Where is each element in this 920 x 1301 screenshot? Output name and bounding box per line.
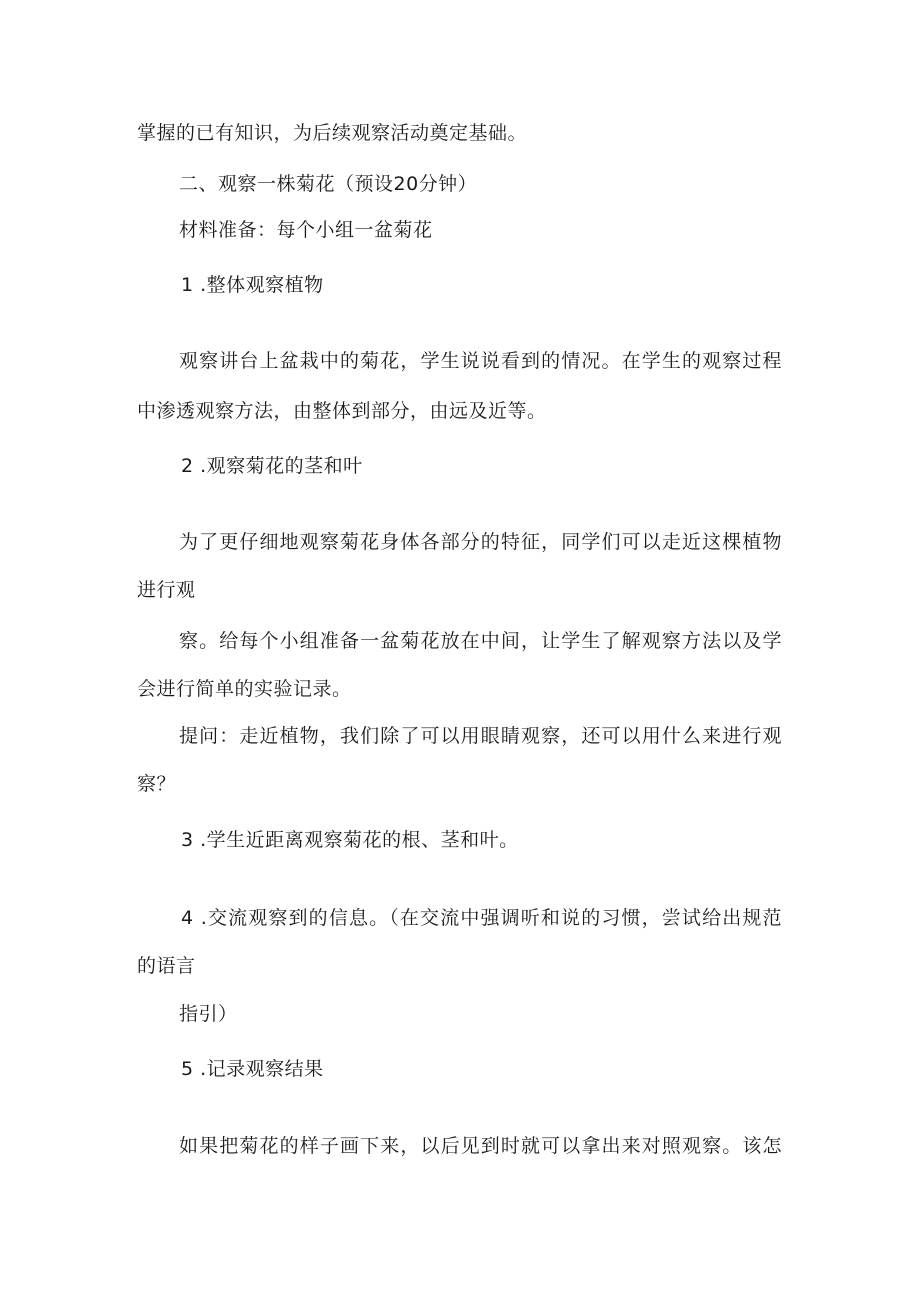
- step-heading-1: 1 .整体观察植物: [181, 274, 324, 296]
- paragraph-line: 会进行简单的实验记录。: [137, 678, 352, 700]
- question-line: 提问：走近植物，我们除了可以用眼睛观察，还可以用什么来进行观: [179, 725, 782, 747]
- paragraph-line: 观察讲台上盆栽中的菊花，学生说说看到的情况。在学生的观察过程: [179, 350, 782, 372]
- section-heading: 二、观察一株菊花（预设20分钟）: [179, 173, 478, 195]
- paragraph-line: 的语言: [137, 955, 196, 977]
- paragraph-line: 指引）: [179, 1003, 238, 1025]
- step-heading-4: 4 .交流观察到的信息。（在交流中强调听和说的习惯，尝试给出规范: [181, 907, 782, 929]
- step-heading-2: 2 .观察菊花的茎和叶: [181, 455, 363, 477]
- materials-line: 材料准备：每个小组一盆菊花: [179, 219, 433, 241]
- paragraph-line: 掌握的已有知识，为后续观察活动奠定基础。: [137, 122, 528, 144]
- paragraph-line: 如果把菊花的样子画下来，以后见到时就可以拿出来对照观察。该怎: [179, 1135, 782, 1157]
- step-heading-5: 5 .记录观察结果: [181, 1058, 324, 1080]
- paragraph-line: 中渗透观察方法，由整体到部分，由远及近等。: [137, 400, 547, 422]
- paragraph-line: 为了更仔细地观察菊花身体各部分的特征，同学们可以走近这棵植物: [179, 531, 782, 553]
- paragraph-line: 进行观: [137, 579, 196, 601]
- step-heading-3: 3 .学生近距离观察菊花的根、茎和叶。: [181, 829, 519, 851]
- question-line: 察？: [137, 773, 177, 795]
- paragraph-line: 察。给每个小组准备一盆菊花放在中间，让学生了解观察方法以及学: [179, 630, 782, 652]
